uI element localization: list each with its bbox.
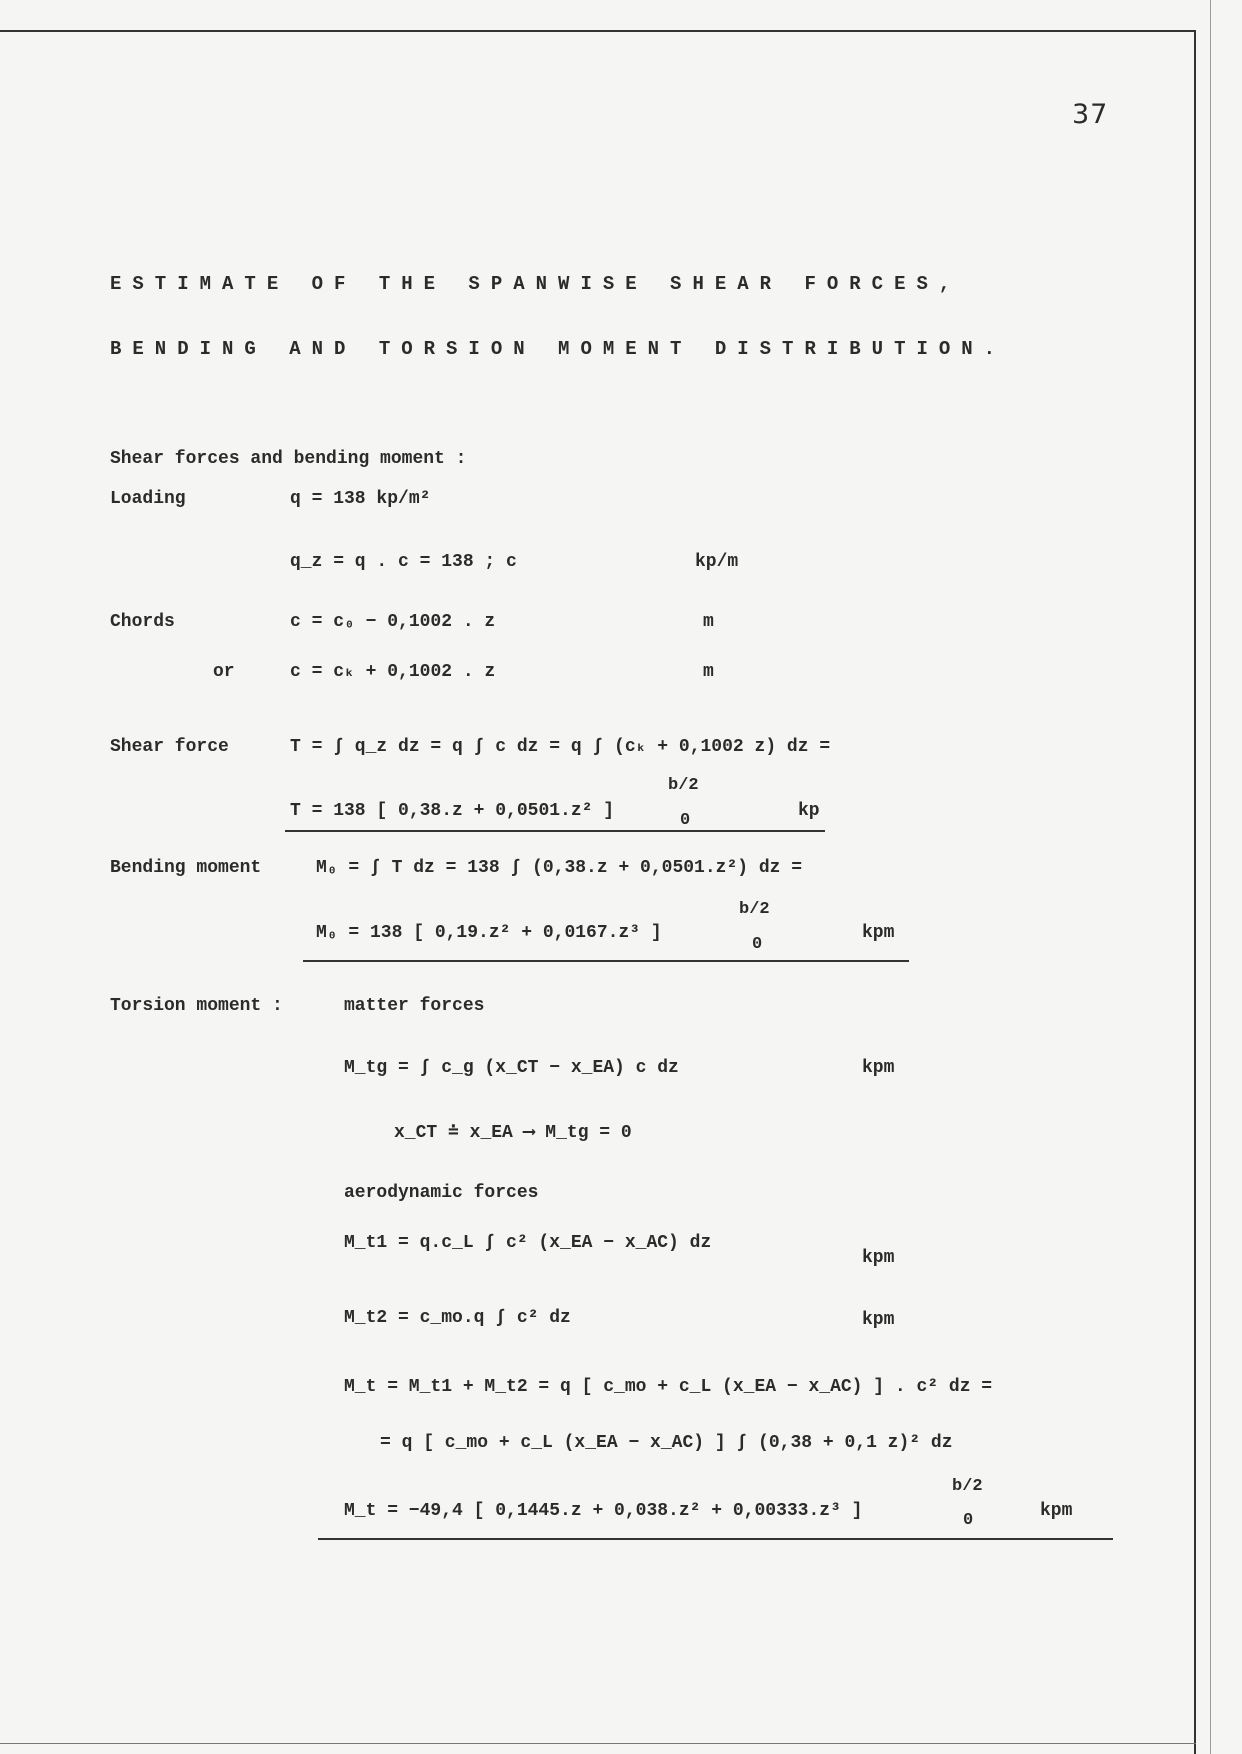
- mt-upper-limit: b/2: [952, 1477, 983, 1496]
- page-edge-line: [1210, 0, 1211, 1754]
- shear-force-label: Shear force: [110, 737, 229, 757]
- page-border-top: [0, 30, 1195, 32]
- bending-moment-unit: kpm: [862, 923, 895, 943]
- mt2-equation: M_t2 = c_mo.q ∫ c² dz: [344, 1308, 571, 1328]
- heading-line-2: BENDING AND TORSION MOMENT DISTRIBUTION.: [110, 338, 1007, 360]
- mt-underline: [318, 1538, 1113, 1540]
- mtg-unit: kpm: [862, 1058, 895, 1078]
- loading-label: Loading: [110, 489, 186, 509]
- chords-label: Chords: [110, 612, 175, 632]
- mt-result: M_t = −49,4 [ 0,1445.z + 0,038.z² + 0,00333.z³ ]: [344, 1501, 863, 1521]
- page-border-right: [1194, 30, 1196, 1754]
- chords-unit-1: m: [703, 612, 714, 632]
- bending-moment-upper-limit: b/2: [739, 900, 770, 919]
- shear-force-underline: [285, 830, 825, 832]
- bending-moment-label: Bending moment: [110, 858, 262, 878]
- loading-equation: q = 138 kp/m²: [290, 489, 431, 509]
- chords-or: or: [213, 662, 235, 682]
- matter-forces-label: matter forces: [344, 996, 485, 1016]
- bending-moment-lower-limit: 0: [752, 935, 763, 954]
- bending-moment-underline: [303, 960, 909, 962]
- loading-qz-equation: q_z = q . c = 138 ; c: [290, 552, 517, 572]
- shear-force-result: T = 138 [ 0,38.z + 0,0501.z² ]: [290, 801, 615, 821]
- mt-equation-1: M_t = M_t1 + M_t2 = q [ c_mo + c_L (x_EA − x_AC) ] . c² dz =: [344, 1377, 993, 1397]
- mt-equation-2: = q [ c_mo + c_L (x_EA − x_AC) ] ∫ (0,38 + 0,1 z)² dz: [380, 1433, 953, 1453]
- heading-line-1: ESTIMATE OF THE SPANWISE SHEAR FORCES,: [110, 273, 962, 295]
- mtg-note: x_CT ≐ x_EA ⟶ M_tg = 0: [394, 1123, 632, 1143]
- shear-force-lower-limit: 0: [680, 811, 691, 830]
- mtg-equation: M_tg = ∫ c_g (x_CT − x_EA) c dz: [344, 1058, 679, 1078]
- bending-moment-result: M₀ = 138 [ 0,19.z² + 0,0167.z³ ]: [316, 923, 662, 943]
- torsion-moment-label: Torsion moment :: [110, 996, 283, 1016]
- page-number: 37: [1072, 99, 1109, 130]
- shear-force-upper-limit: b/2: [668, 776, 699, 795]
- loading-qz-unit: kp/m: [695, 552, 739, 572]
- mt1-unit: kpm: [862, 1248, 895, 1268]
- page-border-bottom: [0, 1743, 1196, 1744]
- chords-equation-2: c = cₖ + 0,1002 . z: [290, 662, 496, 682]
- chords-unit-2: m: [703, 662, 714, 682]
- bending-moment-equation: M₀ = ∫ T dz = 138 ∫ (0,38.z + 0,0501.z²) dz =: [316, 858, 803, 878]
- mt-unit: kpm: [1040, 1501, 1073, 1521]
- shear-section-title: Shear forces and bending moment :: [110, 449, 467, 469]
- shear-force-equation: T = ∫ q_z dz = q ∫ c dz = q ∫ (cₖ + 0,1002 z) dz =: [290, 737, 831, 757]
- shear-force-unit: kp: [798, 801, 820, 821]
- chords-equation-1: c = c₀ − 0,1002 . z: [290, 612, 496, 632]
- mt1-equation: M_t1 = q.c_L ∫ c² (x_EA − x_AC) dz: [344, 1233, 712, 1253]
- aerodynamic-forces-label: aerodynamic forces: [344, 1183, 539, 1203]
- mt2-unit: kpm: [862, 1310, 895, 1330]
- mt-lower-limit: 0: [963, 1511, 974, 1530]
